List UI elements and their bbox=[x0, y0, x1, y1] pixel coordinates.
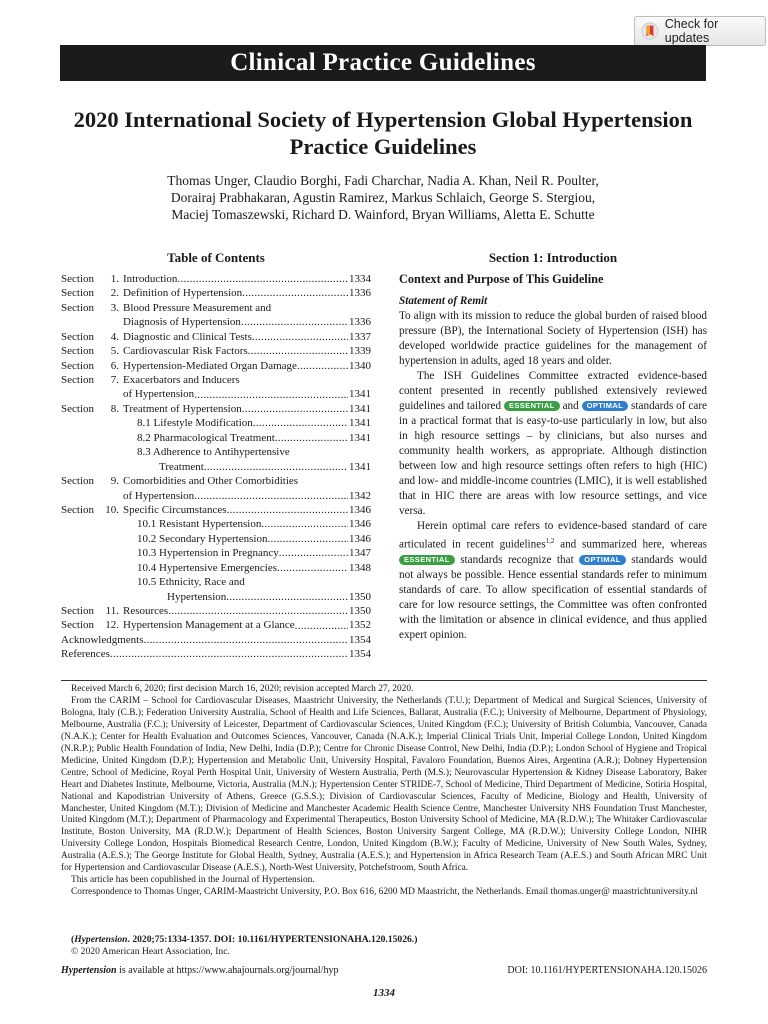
toc-row[interactable] bbox=[61, 532, 371, 546]
toc-page-number: 1342 bbox=[349, 489, 371, 502]
toc-section-number: 1. bbox=[110, 272, 119, 285]
toc-leader-dots bbox=[248, 344, 348, 358]
toc-leader-dots bbox=[143, 633, 348, 647]
toc-entry-title: Comorbidities and Other Comorbidities bbox=[123, 475, 299, 488]
toc-leader-dots bbox=[275, 431, 348, 445]
toc-page-number: 1341 bbox=[349, 460, 371, 473]
toc-entry-title: 8.3 Adherence to Antihypertensive bbox=[137, 446, 290, 459]
toc-leader-dots bbox=[204, 460, 348, 474]
toc-section-number: 3. bbox=[110, 301, 119, 314]
toc-page-number: 1340 bbox=[349, 359, 371, 372]
toc-row[interactable] bbox=[61, 647, 371, 661]
toc-row[interactable] bbox=[61, 503, 371, 517]
text-run: ( bbox=[71, 934, 75, 945]
toc-row bbox=[61, 301, 371, 315]
toc-page-number: 1350 bbox=[349, 590, 371, 603]
text-run: standards of care in a practical format that is easy-to-use particularly in low, but also in high resource settings – by clinicians, but also nurses and community health workers, as appropriate. Although distinction between low and high resource settings often refers to high (HIC) and low- and middle-income countries (LMIC), it is well established that in HIC there are areas with low resource settings, and vice versa. bbox=[399, 400, 708, 517]
toc-row[interactable] bbox=[61, 330, 371, 344]
toc-row bbox=[61, 373, 371, 387]
toc-section-label: Section bbox=[61, 272, 94, 285]
essential-badge: ESSENTIAL bbox=[504, 401, 560, 411]
toc-leader-dots bbox=[277, 561, 348, 575]
toc-row[interactable] bbox=[61, 388, 371, 402]
toc-page-number: 1346 bbox=[349, 518, 371, 531]
section-banner: Clinical Practice Guidelines bbox=[60, 45, 706, 81]
toc-entry-title: Hypertension-Mediated Organ Damage bbox=[123, 359, 297, 372]
toc-page-number: 1341 bbox=[349, 417, 371, 430]
toc-leader-dots bbox=[177, 272, 348, 286]
toc-row[interactable] bbox=[61, 561, 371, 575]
toc-entry-title: Resources bbox=[123, 605, 169, 618]
text-run: Herein optimal care refers to evidence-based standard of care articulated in recent guidelines bbox=[399, 520, 707, 551]
toc-page-number: 1334 bbox=[349, 272, 371, 285]
toc-heading: Table of Contents bbox=[167, 250, 265, 265]
toc-row[interactable] bbox=[61, 272, 371, 286]
optimal-badge: OPTIMAL bbox=[582, 401, 629, 411]
toc-row bbox=[61, 474, 371, 488]
journal-footer bbox=[61, 965, 707, 976]
toc-entry-title: 10.1 Resistant Hypertension bbox=[137, 518, 262, 531]
citation-superscript[interactable]: 1,2 bbox=[545, 537, 555, 545]
toc-page-number: 1346 bbox=[349, 503, 371, 516]
toc-row[interactable] bbox=[61, 359, 371, 373]
received-dates: Received March 6, 2020; first decision March 16, 2020; revision accepted March 27, 2020. bbox=[71, 684, 414, 694]
toc-entry-title: 8.1 Lifestyle Modification bbox=[137, 417, 253, 430]
toc-row[interactable] bbox=[61, 633, 371, 647]
toc-leader-dots bbox=[168, 604, 348, 618]
check-updates-icon bbox=[641, 22, 659, 40]
toc-section-number: 11. bbox=[105, 605, 119, 618]
citation-line bbox=[61, 934, 707, 946]
toc-entry-title: 8.2 Pharmacological Treatment bbox=[137, 431, 275, 444]
toc-page-number: 1336 bbox=[349, 316, 371, 329]
toc-page-number: 1339 bbox=[349, 345, 371, 358]
toc-row bbox=[61, 575, 371, 589]
text-run: The ISH Guidelines Committee extracted evidence-based content presented in recently published extensively reviewed guidelines and tailored bbox=[399, 370, 707, 412]
journal-name: Hypertension bbox=[74, 934, 128, 945]
toc-leader-dots bbox=[110, 647, 348, 661]
toc-section-number: 9. bbox=[110, 475, 119, 488]
copyright: © 2020 American Heart Association, Inc. bbox=[71, 946, 230, 957]
toc-section-label: Section bbox=[61, 330, 94, 343]
toc-page-number: 1336 bbox=[349, 287, 371, 300]
introduction-column bbox=[399, 250, 707, 643]
toc-entry-title: Diagnostic and Clinical Tests bbox=[123, 330, 252, 343]
toc-section-label: Section bbox=[61, 359, 94, 372]
toc-row[interactable] bbox=[61, 546, 371, 560]
citation-block bbox=[61, 934, 707, 958]
toc-page-number: 1341 bbox=[349, 402, 371, 415]
toc-leader-dots bbox=[227, 503, 348, 517]
toc-section-number: 12. bbox=[105, 619, 119, 632]
toc-page-number: 1341 bbox=[349, 388, 371, 401]
toc-page-number: 1341 bbox=[349, 431, 371, 444]
toc-row[interactable] bbox=[61, 460, 371, 474]
toc-section-label: Section bbox=[61, 503, 94, 516]
toc-leader-dots bbox=[194, 489, 348, 503]
toc-entry-title: of Hypertension bbox=[123, 489, 195, 502]
journal-name: Hypertension bbox=[61, 965, 117, 976]
toc-entry-title: Hypertension bbox=[167, 590, 227, 603]
toc-row[interactable] bbox=[61, 402, 371, 416]
check-for-updates-button[interactable] bbox=[634, 16, 766, 46]
toc-rows bbox=[61, 272, 371, 662]
toc-row bbox=[61, 445, 371, 459]
toc-page-number: 1346 bbox=[349, 532, 371, 545]
toc-entry-title: Specific Circumstances bbox=[123, 503, 227, 516]
text-run: and summarized here, whereas bbox=[554, 538, 707, 551]
toc-entry-title: 10.3 Hypertension in Pregnancy bbox=[137, 547, 279, 560]
toc-page-number: 1352 bbox=[349, 619, 371, 632]
toc-section-label: Section bbox=[61, 287, 94, 300]
toc-leader-dots bbox=[242, 402, 348, 416]
author-line: Thomas Unger, Claudio Borghi, Fadi Charchar, Nadia A. Khan, Neil R. Poulter, bbox=[167, 173, 599, 188]
toc-section-label: Section bbox=[61, 374, 94, 387]
toc-row[interactable] bbox=[61, 416, 371, 430]
author-line: Dorairaj Prabhakaran, Agustin Ramirez, Markus Schlaich, George S. Stergiou, bbox=[170, 190, 596, 205]
toc-leader-dots bbox=[261, 517, 348, 531]
toc-row[interactable] bbox=[61, 517, 371, 531]
toc-entry-title: Hypertension Management at a Glance bbox=[123, 619, 295, 632]
toc-row[interactable] bbox=[61, 619, 371, 633]
toc-entry-title: Diagnosis of Hypertension bbox=[123, 316, 241, 329]
author-line: Maciej Tomaszewski, Richard D. Wainford, Bryan Williams, Aletta E. Schutte bbox=[171, 207, 595, 222]
toc-section-number: 8. bbox=[110, 402, 119, 415]
paragraph: To align with its mission to reduce the global burden of raised blood pressure (BP), the International Society of Hypertension (ISH) has developed worldwide practice guidelines for the management of hypertension in adults, aged 18 years and older. bbox=[399, 310, 707, 367]
toc-leader-dots bbox=[226, 590, 348, 604]
correspondence: Correspondence to Thomas Unger, CARIM-Maastricht University, P.O. Box 616, 6200 MD Maastricht, the Netherlands. Email thomas.unger@ maastrichtuniversity.nl bbox=[71, 887, 698, 898]
text-run: standards recognize that bbox=[460, 553, 574, 566]
toc-row[interactable] bbox=[61, 286, 371, 300]
toc-section-label: Section bbox=[61, 345, 94, 358]
toc-leader-dots bbox=[253, 416, 348, 430]
toc-leader-dots bbox=[241, 315, 348, 329]
essential-badge: ESSENTIAL bbox=[399, 555, 455, 565]
author-list bbox=[60, 172, 706, 223]
table-of-contents bbox=[61, 250, 371, 662]
toc-section-number: 6. bbox=[110, 359, 119, 372]
toc-entry-title: 10.5 Ethnicity, Race and bbox=[137, 576, 245, 589]
toc-page-number: 1337 bbox=[349, 330, 371, 343]
toc-section-number: 5. bbox=[110, 345, 119, 358]
toc-entry-title: Cardiovascular Risk Factors bbox=[123, 345, 248, 358]
toc-section-number: 4. bbox=[110, 330, 119, 343]
optimal-badge: OPTIMAL bbox=[579, 555, 626, 565]
toc-page-number: 1354 bbox=[349, 633, 371, 646]
toc-row[interactable] bbox=[61, 431, 371, 445]
copublished-note: This article has been copublished in the Journal of Hypertension. bbox=[71, 875, 315, 886]
text-run: standards would not always be possible. Hence essential standards refer to minimum standards of care. To allow specification of essential standards of care for low resource settings, the Committee was often confronted with the limitation or absence in clinical evidence, and thus applied expert opinion. bbox=[399, 553, 707, 641]
article-title: 2020 International Society of Hypertension Global Hypertension Practice Guidelines bbox=[73, 107, 693, 159]
toc-page-number: 1354 bbox=[349, 648, 371, 661]
footnotes bbox=[61, 684, 707, 899]
toc-page-number: 1347 bbox=[349, 547, 371, 560]
toc-row[interactable] bbox=[61, 489, 371, 503]
paragraph bbox=[399, 519, 707, 643]
toc-leader-dots bbox=[297, 359, 348, 373]
text-run: and bbox=[562, 400, 579, 412]
subheading: Context and Purpose of This Guideline bbox=[399, 272, 604, 286]
citation-ref: . 2020;75:1334-1357. DOI: 10.1161/HYPERTENSIONAHA.120.15026.) bbox=[127, 934, 418, 945]
journal-url[interactable]: is available at https://www.ahajournals.org/journal/hyp bbox=[116, 965, 339, 976]
doi[interactable]: DOI: 10.1161/HYPERTENSIONAHA.120.15026 bbox=[507, 965, 707, 976]
toc-row[interactable] bbox=[61, 604, 371, 618]
footnote-divider bbox=[61, 680, 707, 681]
toc-entry-title: 10.2 Secondary Hypertension bbox=[137, 532, 268, 545]
toc-entry-title: Blood Pressure Measurement and bbox=[123, 301, 272, 314]
toc-section-number: 2. bbox=[110, 287, 119, 300]
toc-entry-title: of Hypertension bbox=[123, 388, 195, 401]
journal-availability bbox=[61, 965, 338, 976]
toc-leader-dots bbox=[242, 286, 348, 300]
section-heading: Section 1: Introduction bbox=[488, 250, 618, 265]
toc-row[interactable] bbox=[61, 590, 371, 604]
affiliations: From the CARIM – School for Cardiovascular Diseases, Maastricht University, the Netherlands (T.U.); Department of Medical and Surgical Sciences, University of Bologna, Italy (C.B.); Federation University Australia, School of Health and Life Sciences, Ballarat, Australia (F.C.); University of Melbourne, Department of Physiology, Melbourne, Australia (F.C.); University of Leicester, Department of Cardiovascular Sciences, United Kingdom (F.C.); University of British Columbia, Vancouver, Canada (N.A.K.); Center for Health Evaluation and Outcomes Sciences, Vancouver, Canada (N.A.K.); Imperial Clinical Trials Unit, Imperial College London, United Kingdom (N.R.P.); Public Health Foundation of India, New Delhi, India (D.P.); Centre for Chronic Disease Control, New Delhi, India (D.P.); London School of Hygiene and Tropical Medicine, United Kingdom (D.P.); Hypertension and Metabolic Unit, University Hospital, Favaloro Foundation, Buenos Aires, Argentina (A.R.); Dobney Hypertension Centre, School of Medicine, Royal Perth Hospital Unit, University of Western Australia, Perth (M.S.); Neurovascular Hypertension & Kidney Disease Laboratory, Baker Heart and Diabetes Institute, Melbourne, Victoria, Australia (M.N.); Hypertension Center STRIDE-7, School of Medicine, Third Department of Medicine, Sotiria Hospital, National and Kapodistrian University of Athens, Greece (G.S.S.); Division of Cardiovascular Sciences, Faculty of Medicine, Biology and Health, University of Manchester, United Kingdom (M.T.); Division of Medicine and Manchester Academic Health Science Centre, Manchester University NHS Foundation Trust Manchester, United Kingdom (M.T.); Department of Pharmacology and Experimental Therapeutics, Boston University School of Medicine, MA (R.D.W.); The Whitaker Cardiovascular Institute, Boston University, MA (R.D.W.); Department of Health Sciences, Boston University Sargent College, MA (R.D.W.); University College London, NIHR University College London, Hospitals Biomedical Research Centre, London, United Kingdom (B.W.); Faculty of Medicine, University of New South Wales, Sydney, Australia (A.E.S.); The George Institute for Global Health, Sydney, Australia (A.E.S.); and Hypertension in Africa Research Team (A.E.S.) and South African MRC Unit for Hypertension and Cardiovascular Disease (A.E.S.), North-West University, Potchefstroom, South Africa. bbox=[61, 695, 707, 874]
toc-leader-dots bbox=[267, 532, 348, 546]
toc-page-number: 1348 bbox=[349, 561, 371, 574]
toc-entry-title: 10.4 Hypertensive Emergencies bbox=[137, 561, 278, 574]
check-updates-label: Check for updates bbox=[664, 17, 719, 45]
toc-entry-title: Treatment bbox=[159, 460, 204, 473]
toc-section-label: Section bbox=[61, 475, 94, 488]
toc-leader-dots bbox=[194, 388, 348, 402]
toc-leader-dots bbox=[295, 619, 348, 633]
toc-row[interactable] bbox=[61, 315, 371, 329]
toc-leader-dots bbox=[279, 546, 348, 560]
toc-section-label: Section bbox=[61, 402, 94, 415]
paragraph bbox=[399, 369, 707, 519]
page-number: 1334 bbox=[373, 987, 395, 999]
toc-entry-title: Treatment of Hypertension bbox=[123, 402, 242, 415]
toc-section-number: 7. bbox=[110, 374, 119, 387]
toc-entry-title: Definition of Hypertension bbox=[123, 287, 243, 300]
toc-entry-title: Introduction bbox=[123, 272, 178, 285]
toc-row[interactable] bbox=[61, 344, 371, 358]
toc-section-label: Section bbox=[61, 605, 94, 618]
statement-heading: Statement of Remit bbox=[399, 295, 488, 307]
toc-entry-title: Exacerbators and Inducers bbox=[123, 374, 240, 387]
toc-section-label: Section bbox=[61, 619, 94, 632]
toc-section-number: 10. bbox=[105, 503, 119, 516]
toc-section-label: Section bbox=[61, 301, 94, 314]
toc-entry-title: References bbox=[61, 648, 110, 661]
toc-leader-dots bbox=[252, 330, 348, 344]
toc-entry-title: Acknowledgments bbox=[61, 633, 144, 646]
toc-page-number: 1350 bbox=[349, 605, 371, 618]
